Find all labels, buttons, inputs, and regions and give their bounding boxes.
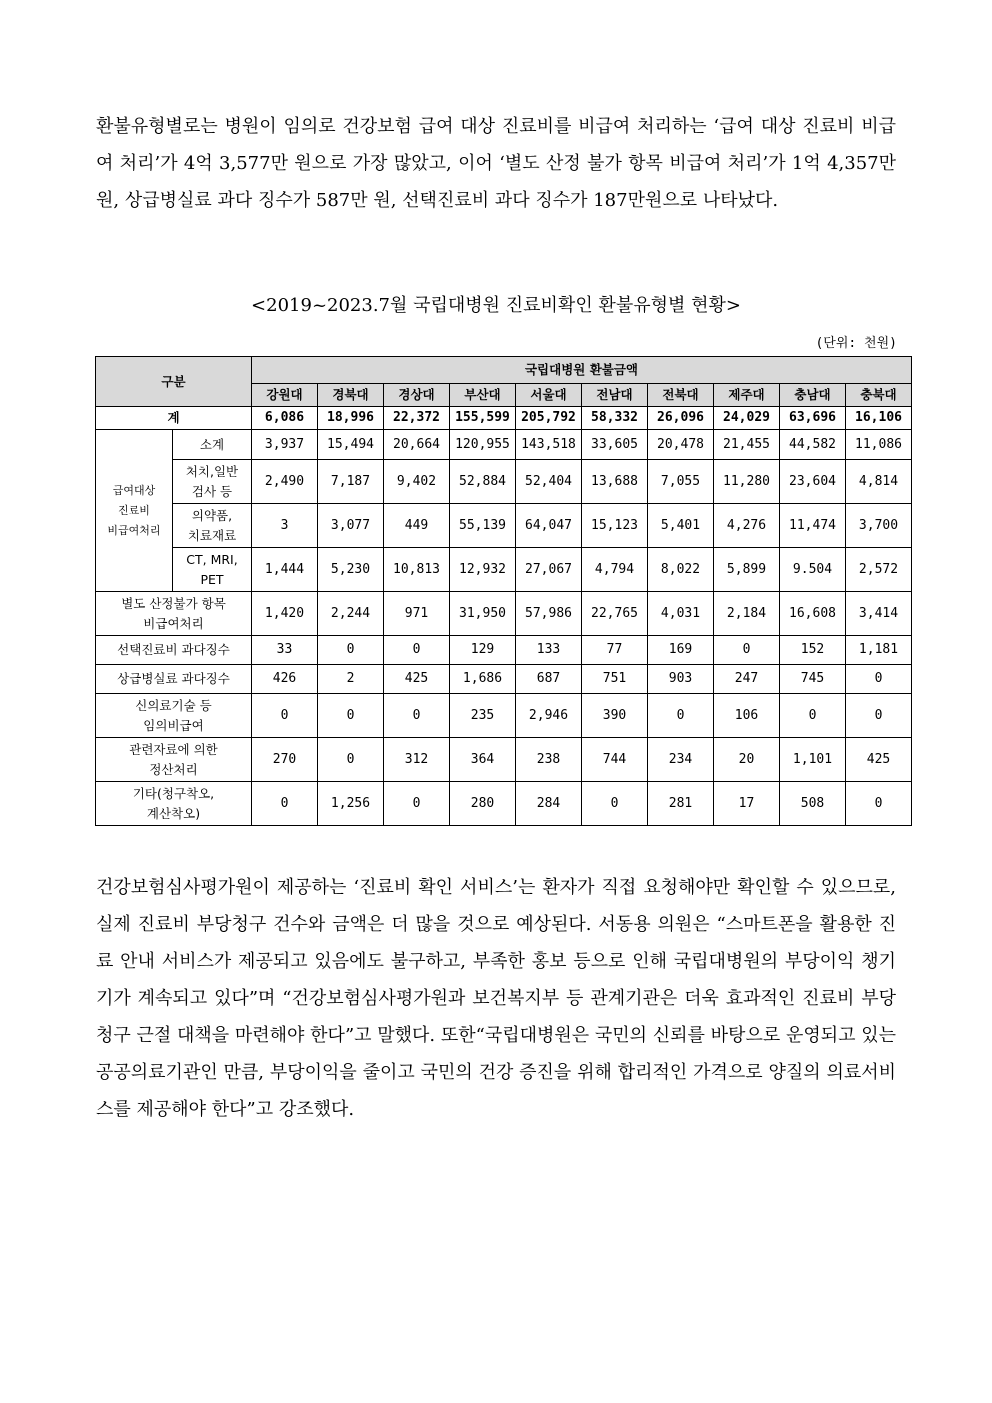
table-row	[96, 430, 912, 460]
value-cell: 3,414	[846, 592, 912, 636]
table-row	[96, 636, 912, 665]
value-cell: 280	[450, 782, 516, 826]
value-cell: 8,022	[648, 548, 714, 592]
header-hospital: 충북대	[846, 384, 912, 407]
value-cell: 364	[450, 738, 516, 782]
value-cell: 0	[714, 636, 780, 665]
table-row	[96, 665, 912, 694]
row-label-line: 신의료기술 등	[135, 697, 212, 713]
refund-type-table	[95, 356, 912, 826]
value-cell: 3	[252, 504, 318, 548]
header-hospital: 강원대	[252, 384, 318, 407]
value-cell: 18,996	[318, 407, 384, 430]
value-cell: 0	[384, 782, 450, 826]
header-hospital: 충남대	[780, 384, 846, 407]
value-cell: 9,402	[384, 460, 450, 504]
header-hospital: 서울대	[516, 384, 582, 407]
row-label-line: 비급여처리	[143, 615, 204, 631]
value-cell: 0	[318, 738, 384, 782]
row-label	[173, 430, 252, 460]
value-cell: 106	[714, 694, 780, 738]
value-cell: 0	[384, 636, 450, 665]
header-hospital: 부산대	[450, 384, 516, 407]
value-cell: 63,696	[780, 407, 846, 430]
value-cell: 22,765	[582, 592, 648, 636]
row-label-line: 계산착오)	[146, 805, 201, 821]
row-label-line: 치료재료	[187, 527, 237, 543]
value-cell: 6,086	[252, 407, 318, 430]
value-cell: 5,899	[714, 548, 780, 592]
value-cell: 0	[780, 694, 846, 738]
value-cell: 169	[648, 636, 714, 665]
value-cell: 12,932	[450, 548, 516, 592]
value-cell: 10,813	[384, 548, 450, 592]
value-cell: 205,792	[516, 407, 582, 430]
row-label-line: 관련자료에 의한	[129, 741, 218, 757]
value-cell: 0	[582, 782, 648, 826]
value-cell: 3,077	[318, 504, 384, 548]
row-label	[96, 665, 252, 694]
row-label-line: 처치,일반	[185, 463, 239, 479]
value-cell: 7,187	[318, 460, 384, 504]
value-cell: 31,950	[450, 592, 516, 636]
value-cell: 744	[582, 738, 648, 782]
row-label	[96, 636, 252, 665]
value-cell: 687	[516, 665, 582, 694]
value-cell: 15,494	[318, 430, 384, 460]
value-cell: 0	[648, 694, 714, 738]
value-cell: 13,688	[582, 460, 648, 504]
value-cell: 20,478	[648, 430, 714, 460]
value-cell: 129	[450, 636, 516, 665]
value-cell: 971	[384, 592, 450, 636]
value-cell: 0	[318, 636, 384, 665]
value-cell: 0	[846, 665, 912, 694]
value-cell: 11,280	[714, 460, 780, 504]
value-cell: 5,230	[318, 548, 384, 592]
value-cell: 751	[582, 665, 648, 694]
value-cell: 425	[846, 738, 912, 782]
value-cell: 238	[516, 738, 582, 782]
total-label: 계	[96, 407, 252, 430]
value-cell: 16,608	[780, 592, 846, 636]
value-cell: 33	[252, 636, 318, 665]
value-cell: 152	[780, 636, 846, 665]
value-cell: 235	[450, 694, 516, 738]
value-cell: 390	[582, 694, 648, 738]
value-cell: 9.504	[780, 548, 846, 592]
value-cell: 20	[714, 738, 780, 782]
value-cell: 426	[252, 665, 318, 694]
value-cell: 2,184	[714, 592, 780, 636]
value-cell: 23,604	[780, 460, 846, 504]
row-label	[96, 694, 252, 738]
value-cell: 0	[846, 694, 912, 738]
value-cell: 4,276	[714, 504, 780, 548]
header-group: 국립대병원 환불금액	[252, 357, 912, 384]
value-cell: 508	[780, 782, 846, 826]
value-cell: 4,794	[582, 548, 648, 592]
row-label-line: 의약품,	[191, 507, 233, 523]
row-label	[96, 592, 252, 636]
table-row	[96, 460, 912, 504]
value-cell: 24,029	[714, 407, 780, 430]
row-label	[173, 504, 252, 548]
header-hospital: 경상대	[384, 384, 450, 407]
value-cell: 64,047	[516, 504, 582, 548]
value-cell: 3,937	[252, 430, 318, 460]
table-row	[96, 738, 912, 782]
value-cell: 0	[846, 782, 912, 826]
value-cell: 44,582	[780, 430, 846, 460]
value-cell: 33,605	[582, 430, 648, 460]
value-cell: 15,123	[582, 504, 648, 548]
value-cell: 143,518	[516, 430, 582, 460]
value-cell: 77	[582, 636, 648, 665]
value-cell: 5,401	[648, 504, 714, 548]
group-label-line: 진료비	[118, 503, 150, 517]
value-cell: 26,096	[648, 407, 714, 430]
value-cell: 2,244	[318, 592, 384, 636]
value-cell: 58,332	[582, 407, 648, 430]
value-cell: 55,139	[450, 504, 516, 548]
row-label	[96, 738, 252, 782]
table-row	[96, 548, 912, 592]
table-row	[96, 592, 912, 636]
header-hospital: 경북대	[318, 384, 384, 407]
value-cell: 27,067	[516, 548, 582, 592]
closing-paragraph: 건강보험심사평가원이 제공하는 ‘진료비 확인 서비스’는 환자가 직접 요청해야만 확인할 수 있으므로, 실제 진료비 부당청구 건수와 금액은 더 많을 것으로 예상된다. 서동용 의원은 “스마트폰을 활용한 진료 안내 서비스가 제공되고 있음에도 불구하고, 부족한 홍보 등으로 인해 국립대병원의 부당이익 챙기기가 계속되고 있다”며 “건강보험심사평가원과 보건복지부 등 관계기관은 더욱 효과적인 진료비 부당청구 근절 대책을 마련해야 한다”고 말했다. 또한“국립대병원은 국민의 신뢰를 바탕으로 운영되고 있는 공공의료기관인 만큼, 부당이익을 줄이고 국민의 건강 증진을 위해 합리적인 가격으로 양질의 의료서비스를 제공해야 한다”고 강조했다.	[96, 877, 896, 1120]
row-label-line: 별도 산정불가 항목	[121, 595, 226, 611]
row-label	[173, 460, 252, 504]
table-row	[96, 504, 912, 548]
group-label	[96, 430, 173, 592]
value-cell: 120,955	[450, 430, 516, 460]
value-cell: 0	[252, 782, 318, 826]
value-cell: 16,106	[846, 407, 912, 430]
table-row	[96, 782, 912, 826]
row-label	[173, 548, 252, 592]
value-cell: 21,455	[714, 430, 780, 460]
value-cell: 11,474	[780, 504, 846, 548]
value-cell: 281	[648, 782, 714, 826]
header-hospital: 전북대	[648, 384, 714, 407]
value-cell: 247	[714, 665, 780, 694]
value-cell: 20,664	[384, 430, 450, 460]
value-cell: 425	[384, 665, 450, 694]
value-cell: 0	[384, 694, 450, 738]
table-row	[96, 407, 912, 430]
group-label-line: 비급여처리	[107, 523, 161, 537]
value-cell: 745	[780, 665, 846, 694]
header-category: 구분	[96, 357, 252, 407]
table-caption: <2019~2023.7월 국립대병원 진료비확인 환불유형별 현황>	[251, 295, 741, 316]
row-label-line: 선택진료비 과다징수	[117, 642, 230, 657]
value-cell: 1,256	[318, 782, 384, 826]
row-label-line: PET	[200, 571, 224, 587]
value-cell: 2,946	[516, 694, 582, 738]
header-hospital: 제주대	[714, 384, 780, 407]
row-label-line: 소계	[199, 436, 225, 452]
value-cell: 2	[318, 665, 384, 694]
table-unit-note: (단위: 천원)	[815, 336, 897, 351]
value-cell: 270	[252, 738, 318, 782]
row-label	[96, 782, 252, 826]
value-cell: 1,181	[846, 636, 912, 665]
value-cell: 1,420	[252, 592, 318, 636]
value-cell: 284	[516, 782, 582, 826]
value-cell: 449	[384, 504, 450, 548]
value-cell: 17	[714, 782, 780, 826]
value-cell: 903	[648, 665, 714, 694]
intro-paragraph: 환불유형별로는 병원이 임의로 건강보험 급여 대상 진료비를 비급여 처리하는 ‘급여 대상 진료비 비급여 처리’가 4억 3,577만 원으로 가장 많았고, 이어 ‘별도 산정 불가 항목 비급여 처리’가 1억 4,357만 원, 상급병실료 과다 징수가 587만 원, 선택진료비 과다 징수가 187만원으로 나타났다.	[96, 116, 896, 211]
value-cell: 234	[648, 738, 714, 782]
row-label-line: 기타(청구착오,	[132, 785, 215, 801]
value-cell: 11,086	[846, 430, 912, 460]
row-label-line: 상급병실료 과다징수	[117, 671, 230, 686]
value-cell: 1,101	[780, 738, 846, 782]
value-cell: 1,686	[450, 665, 516, 694]
value-cell: 0	[252, 694, 318, 738]
value-cell: 4,031	[648, 592, 714, 636]
row-label-line: 검사 등	[191, 483, 233, 499]
row-label-line: CT, MRI,	[186, 551, 238, 567]
value-cell: 155,599	[450, 407, 516, 430]
value-cell: 52,884	[450, 460, 516, 504]
value-cell: 22,372	[384, 407, 450, 430]
value-cell: 0	[318, 694, 384, 738]
value-cell: 1,444	[252, 548, 318, 592]
value-cell: 52,404	[516, 460, 582, 504]
header-hospital: 전남대	[582, 384, 648, 407]
value-cell: 3,700	[846, 504, 912, 548]
value-cell: 2,490	[252, 460, 318, 504]
row-label-line: 임의비급여	[143, 717, 204, 733]
table-row	[96, 694, 912, 738]
value-cell: 312	[384, 738, 450, 782]
value-cell: 7,055	[648, 460, 714, 504]
value-cell: 4,814	[846, 460, 912, 504]
row-label-line: 정산처리	[149, 761, 198, 777]
group-label-line: 급여대상	[112, 483, 156, 497]
value-cell: 57,986	[516, 592, 582, 636]
value-cell: 133	[516, 636, 582, 665]
value-cell: 2,572	[846, 548, 912, 592]
